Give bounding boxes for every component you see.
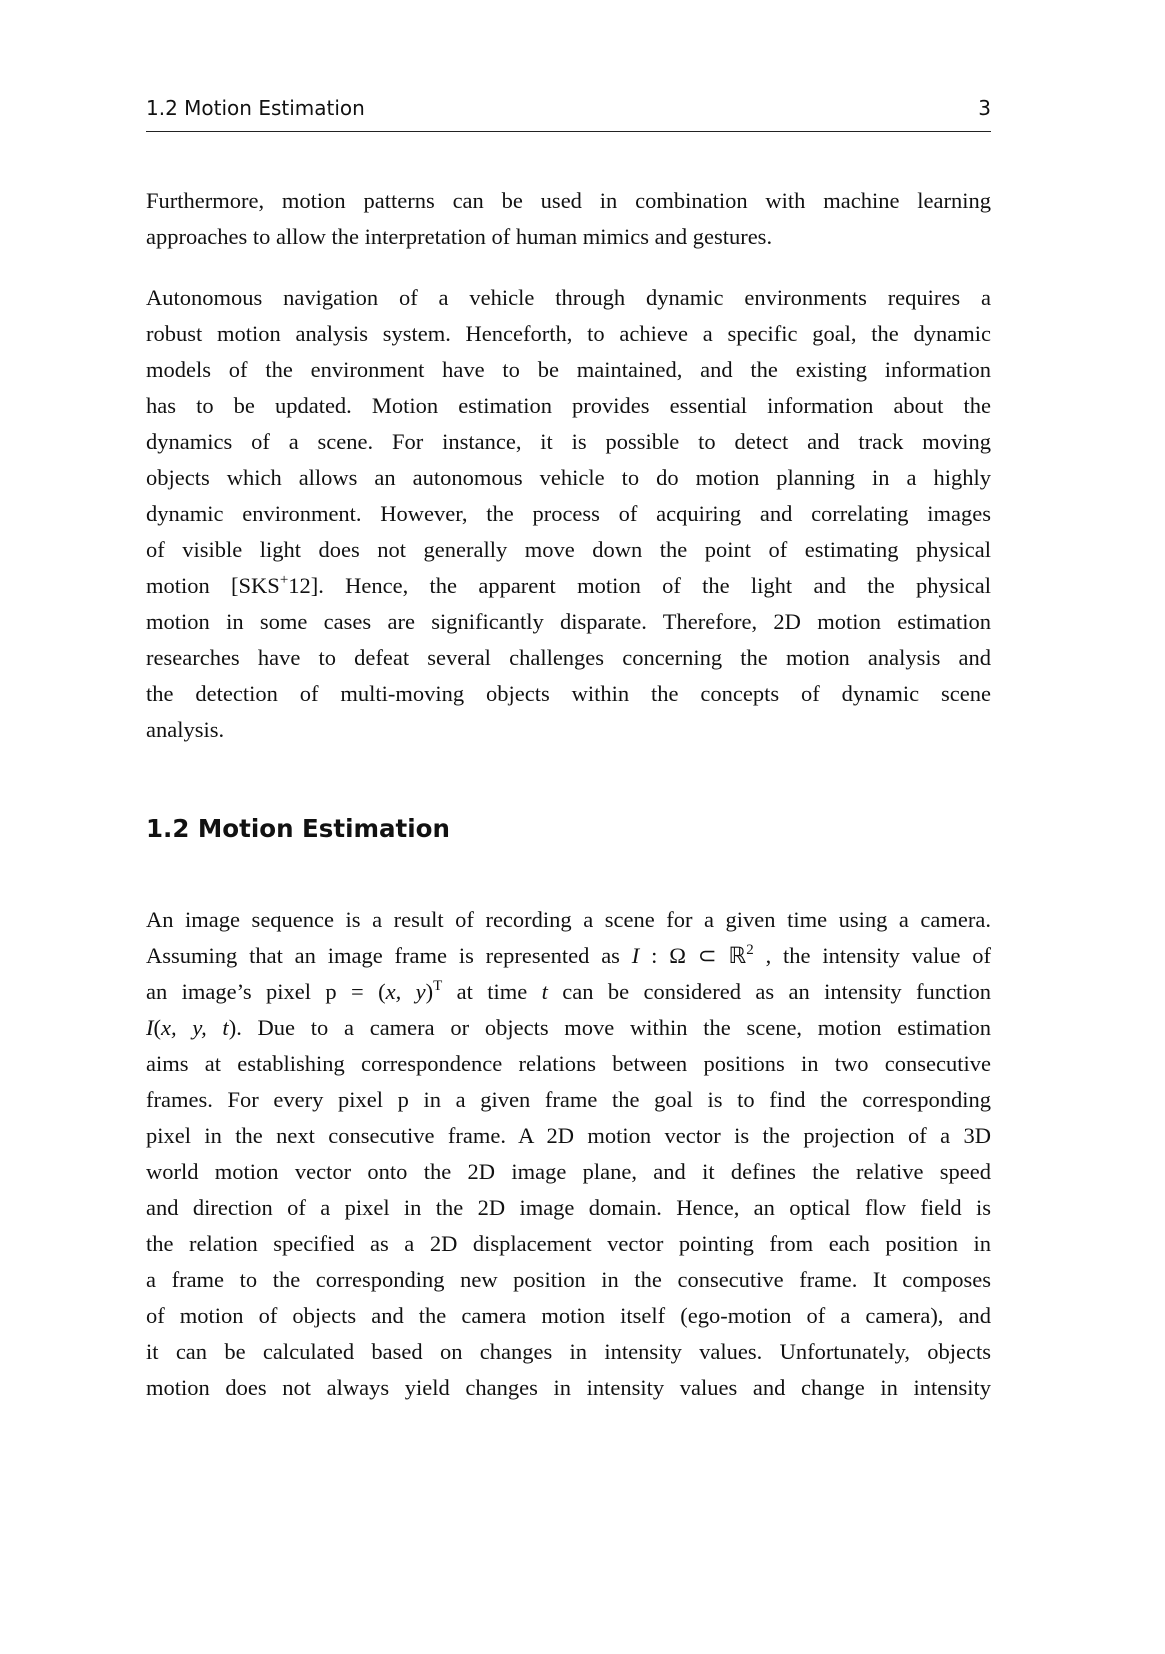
text-line [146,1190,991,1226]
text-line [146,183,991,219]
text-line [146,902,991,938]
text-segment: approaches to allow the interpretation of human mimics and gestures. [146,224,773,249]
text-line [146,496,991,532]
text-line [146,424,991,460]
text-segment: of visible light does not generally move down the point of estimating physical [146,537,991,562]
text-segment: of motion of objects and the camera motion itself (ego-motion of a camera), and [146,1303,991,1328]
text-line [146,1226,991,1262]
superscript: T [433,978,443,994]
text-line [146,352,991,388]
text-segment: world motion vector onto the 2D image plane, and it defines the relative speed [146,1159,991,1184]
text-line [146,1298,991,1334]
paragraph-autonomous-navigation [146,280,991,748]
text-segment: Autonomous navigation of a vehicle through dynamic environments requires a [146,285,991,310]
text-segment: pixel in the next consecutive frame. A 2D motion vector is the projection of a 3D [146,1123,991,1148]
text-segment: at time [442,979,542,1004]
text-line [146,1010,991,1046]
text-line [146,460,991,496]
text-segment: motion does not always yield changes in intensity values and change in intensity [146,1375,991,1400]
text-segment: can be considered as an intensity function [547,979,991,1004]
text-line [146,1082,991,1118]
text-segment: it can be calculated based on changes in intensity values. Unfortunately, objects [146,1339,991,1364]
text-line [146,316,991,352]
text-segment: dynamics of a scene. For instance, it is possible to detect and track moving [146,429,991,454]
math-variable: x, y, t [161,1015,229,1040]
text-segment: and direction of a pixel in the 2D image domain. Hence, an optical flow field is [146,1195,991,1220]
text-segment: ( [153,1015,161,1040]
text-segment: a frame to the corresponding new position in the consecutive frame. It composes [146,1267,991,1292]
superscript: 2 [746,942,754,958]
header-section-title: 1.2 Motion Estimation [146,96,365,120]
text-segment: researches have to defeat several challenges concerning the motion analysis and [146,645,991,670]
text-segment: robust motion analysis system. Henceforth, to achieve a specific goal, the dynamic [146,321,991,346]
text-line [146,712,991,748]
text-segment: aims at establishing correspondence relations between positions in two consecutive [146,1051,991,1076]
text-segment: frames. For every pixel p in a given frame the goal is to find the corresponding [146,1087,991,1112]
text-segment: : Ω ⊂ ℝ [639,943,747,968]
math-variable: I [146,1015,154,1040]
text-line [146,388,991,424]
text-segment: motion [SKS [146,573,280,598]
text-line [146,938,991,974]
text-line [146,568,991,604]
text-segment: an image’s pixel p = ( [146,979,386,1004]
text-segment: Assuming that an image frame is represented as [146,943,632,968]
text-line [146,676,991,712]
section-heading: 1.2 Motion Estimation [146,814,450,843]
text-segment: An image sequence is a result of recording a scene for a given time using a camera. [146,907,991,932]
paragraph-machine-learning [146,183,991,255]
text-line [146,1262,991,1298]
text-line [146,1118,991,1154]
text-segment: the relation specified as a 2D displacement vector pointing from each position in [146,1231,991,1256]
text-line [146,532,991,568]
text-segment: , the intensity value of [753,943,992,968]
text-segment: ). Due to a camera or objects move within the scene, motion estimation [228,1015,991,1040]
text-segment: ) [425,979,434,1004]
paragraph-image-sequence [146,902,991,1406]
text-line [146,1334,991,1370]
math-variable: x, y [385,979,426,1004]
text-segment: Furthermore, motion patterns can be used in combination with machine learning [146,188,991,213]
math-variable: I [631,943,640,968]
text-segment: models of the environment have to be maintained, and the existing information [146,357,991,382]
text-line [146,604,991,640]
page-number: 3 [978,96,991,120]
text-line [146,219,991,255]
text-line [146,974,991,1010]
text-line [146,1046,991,1082]
text-segment: 12]. Hence, the apparent motion of the light and the physical [288,573,991,598]
text-line [146,1154,991,1190]
text-segment: dynamic environment. However, the process of acquiring and correlating images [146,501,991,526]
text-line [146,640,991,676]
math-variable: t [541,979,548,1004]
text-line [146,280,991,316]
text-segment: analysis. [146,717,225,742]
text-segment: objects which allows an autonomous vehicle to do motion planning in a highly [146,465,991,490]
text-segment: has to be updated. Motion estimation provides essential information about the [146,393,991,418]
text-segment: motion in some cases are significantly disparate. Therefore, 2D motion estimation [146,609,991,634]
text-segment: the detection of multi-moving objects within the concepts of dynamic scene [146,681,991,706]
text-line [146,1370,991,1406]
superscript: + [279,572,289,588]
running-header [146,96,991,132]
